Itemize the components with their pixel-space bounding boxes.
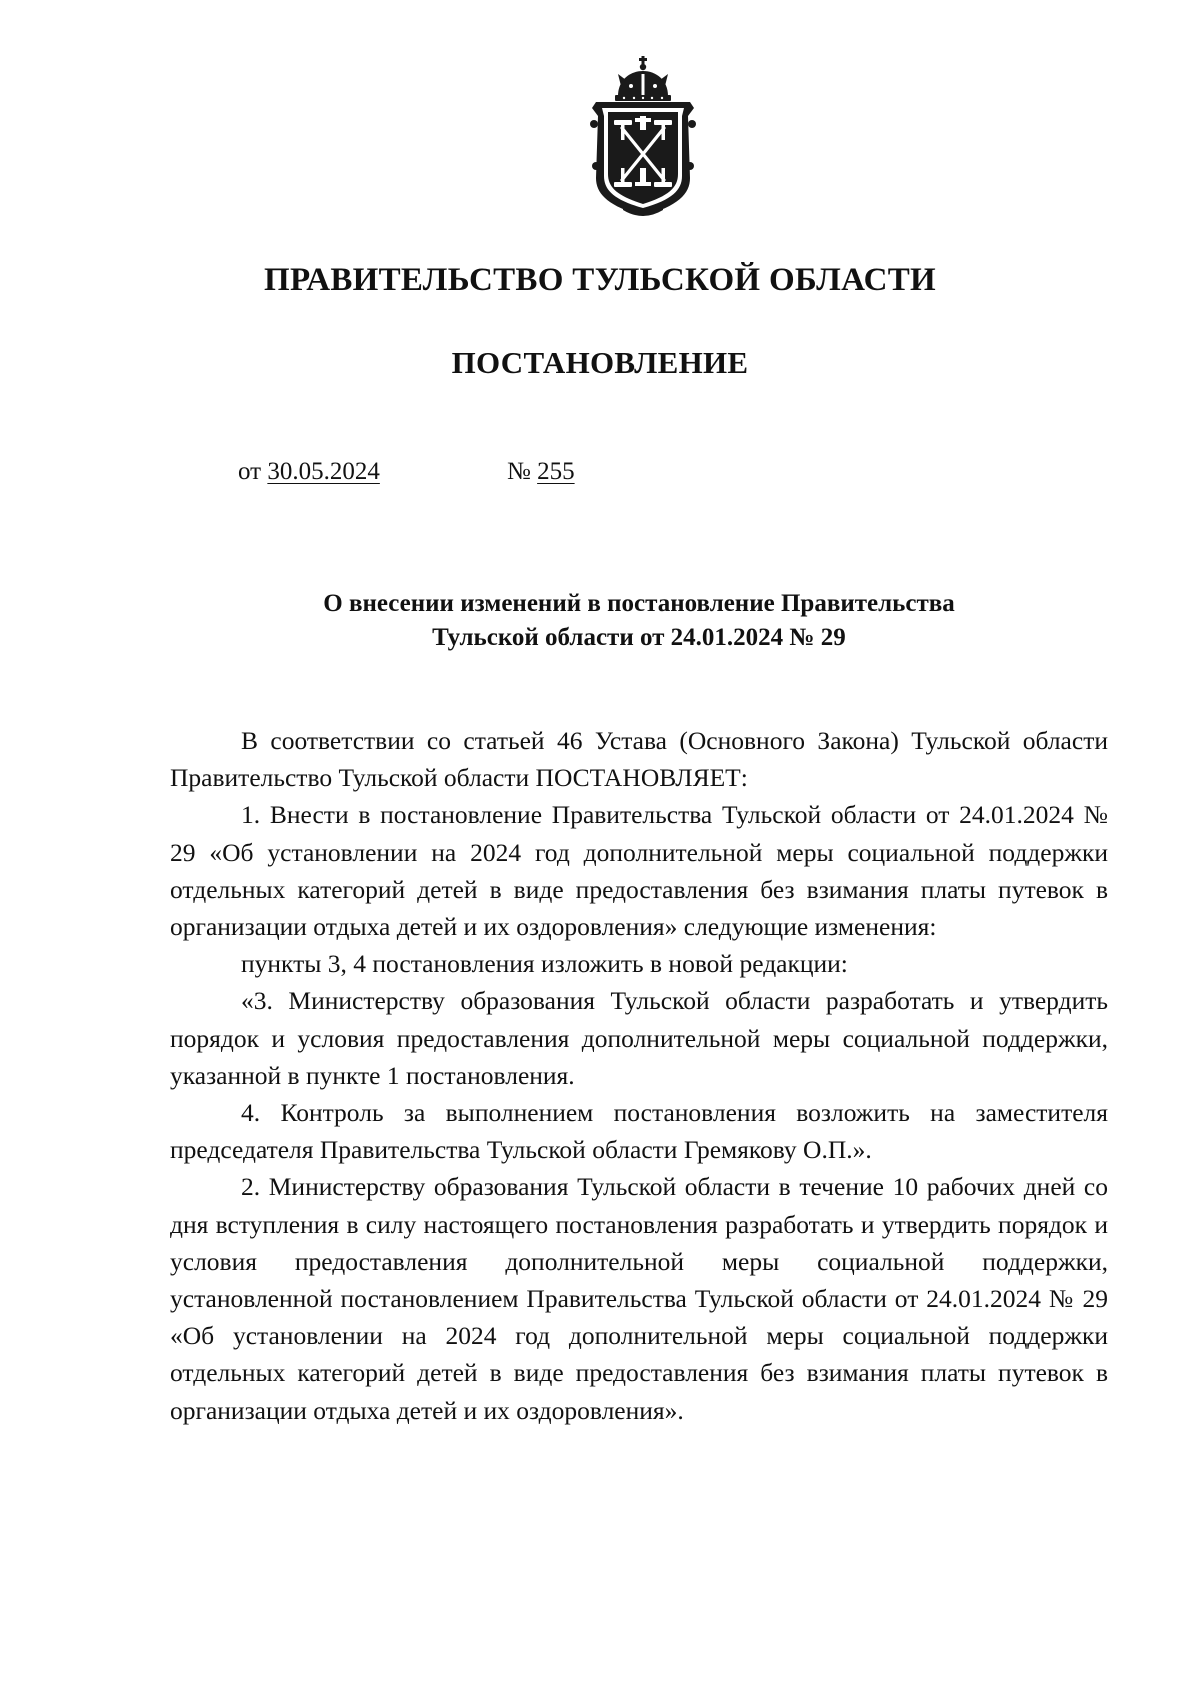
- subject-line-1: О внесении изменений в постановление Правительства: [323, 590, 955, 617]
- coat-of-arms-icon: [588, 56, 698, 218]
- body-paragraph-preamble: В соответствии со статьей 46 Устава (Основного Закона) Тульской области Правительство Тульской области ПОСТАНОВЛЯЕТ:: [170, 726, 1108, 793]
- body-paragraph-item-1: 1. Внести в постановление Правительства Тульской области от 24.01.2024 № 29 «Об установлении на 2024 год дополнительной меры социальной поддержки отдельных категорий детей в виде предоставления без взимания платы путевок в организации отдыха детей и их оздоровления» следующие изменения:: [170, 800, 1108, 942]
- body-paragraph-amendment-intro: пункты 3, 4 постановления изложить в новой редакции:: [241, 949, 848, 979]
- document-number: [507, 458, 575, 486]
- date-prefix: от: [238, 458, 262, 485]
- subject-line-2: Тульской области от 24.01.2024 № 29: [432, 624, 846, 651]
- body-paragraph-item-2: 2. Министерству образования Тульской области в течение 10 рабочих дней со дня вступления в силу настоящего постановления разработать и утвердить порядок и условия предоставления дополнительной меры социальной поддержки, установленной постановлением Правительства Тульской области от 24.01.2024 № 29 «Об установлении на 2024 год дополнительной меры социальной поддержки отдельных категорий детей в виде предоставления без взимания платы путевок в организации отдыха детей и их оздоровления».: [170, 1172, 1108, 1425]
- body-paragraph-new-item-4: 4. Контроль за выполнением постановления возложить на заместителя председателя Правительства Тульской области Гремякову О.П.».: [170, 1098, 1108, 1165]
- government-title: ПРАВИТЕЛЬСТВО ТУЛЬСКОЙ ОБЛАСТИ: [264, 262, 936, 298]
- document-body: [170, 722, 1108, 1429]
- number-prefix: №: [507, 458, 531, 485]
- date-value: 30.05.2024: [267, 458, 380, 485]
- document-date: [238, 458, 380, 486]
- document-type-title: ПОСТАНОВЛЕНИЕ: [451, 345, 749, 380]
- number-value: 255: [537, 458, 575, 485]
- document-subject: [170, 587, 1108, 655]
- body-paragraph-new-item-3: «3. Министерству образования Тульской области разработать и утвердить порядок и условия предоставления дополнительной меры социальной поддержки, указанной в пункте 1 постановления.: [170, 986, 1108, 1090]
